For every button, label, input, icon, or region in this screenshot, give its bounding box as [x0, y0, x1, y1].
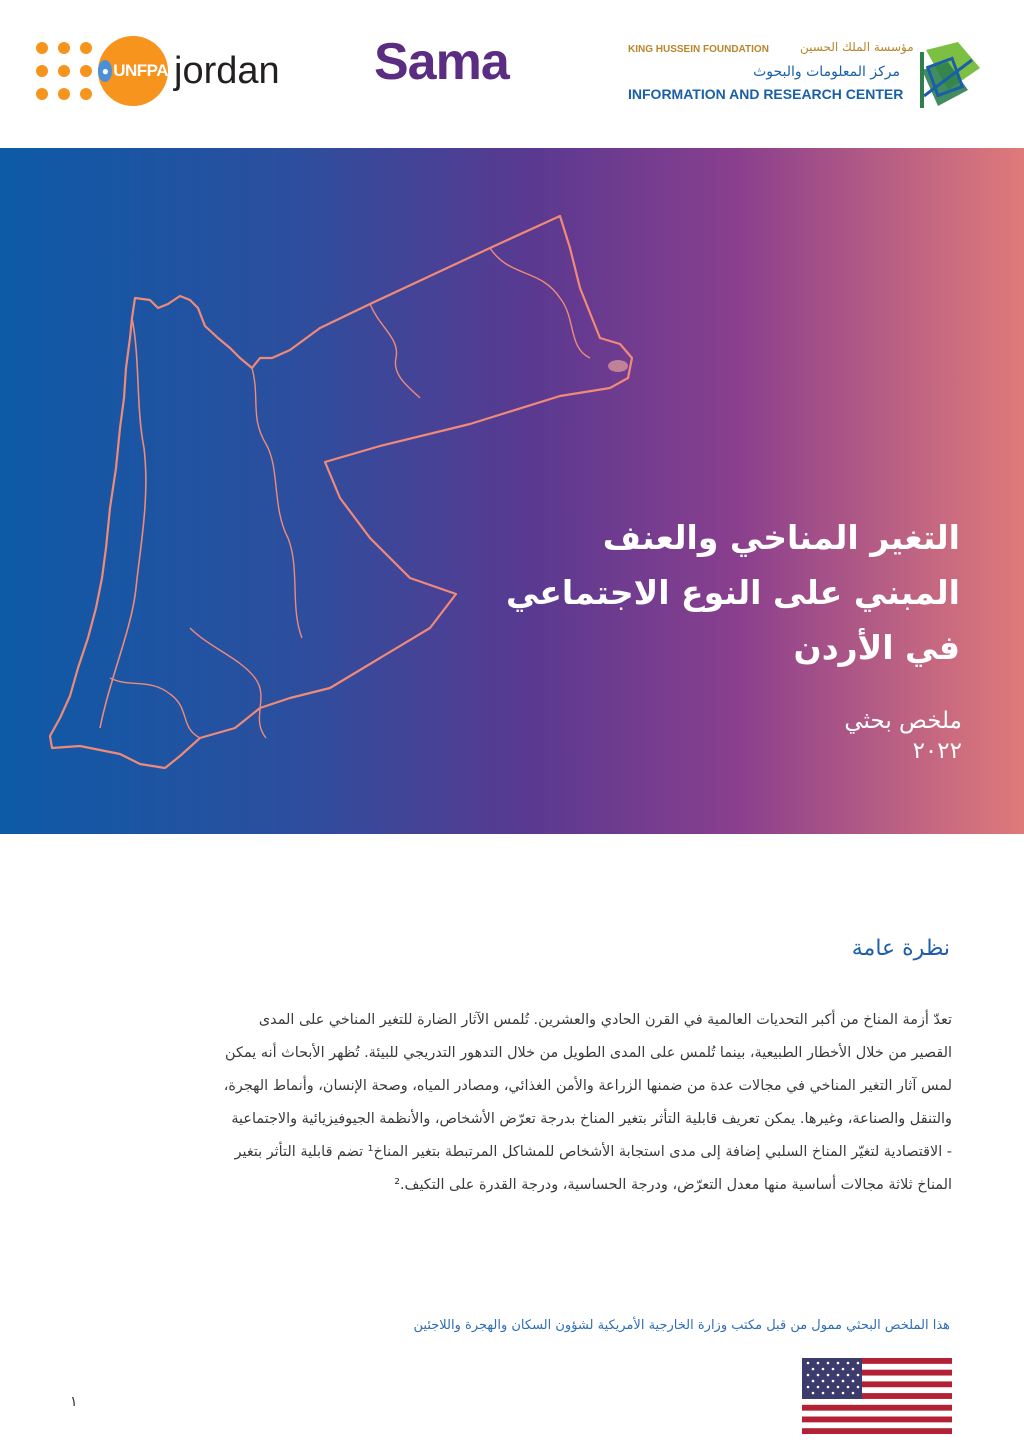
unfpa-jordan-logo — [36, 36, 280, 106]
paragraph-line: تعدّ أزمة المناخ من أكبر التحديات العالمية في القرن الحادي والعشرين. تُلمس الآثار الضارة للتغير المناخي على المدى — [258, 1012, 952, 1028]
paragraph-line: المناخ ثلاثة مجالات أساسية منها معدل التعرّض، ودرجة الحساسية، ودرجة القدرة على التكيف.² — [394, 1177, 952, 1193]
page-number: ١ — [70, 1394, 78, 1410]
page-header — [0, 0, 1024, 148]
report-year: ٢٠٢٢ — [912, 738, 962, 764]
khf-foundation-en: KING HUSSEIN FOUNDATION — [628, 44, 769, 55]
irc-name-ar: مركز المعلومات والبحوث — [753, 64, 900, 80]
sama-logo: Sama — [374, 33, 509, 91]
us-flag-icon — [802, 1358, 952, 1434]
title-line-1: التغير المناخي والعنف — [602, 518, 960, 557]
unfpa-dots-icon — [36, 42, 92, 100]
overview-heading: نظرة عامة — [851, 936, 950, 961]
title-line-2: المبني على النوع الاجتماعي — [505, 573, 960, 612]
khf-foundation-ar: مؤسسة الملك الحسين — [800, 40, 914, 54]
paragraph-line: - الاقتصادية لتغيّر المناخ السلبي إضافة إلى مدى استجابة الأشخاص للمشاكل المرتبطة بتغير المناخ¹ تضم قابلية التأثر بتغير — [234, 1144, 952, 1160]
khf-irc-logo — [628, 40, 988, 112]
irc-name-en: INFORMATION AND RESEARCH CENTER — [628, 86, 904, 102]
overview-paragraph — [72, 1004, 952, 1202]
irc-emblem-icon — [918, 40, 982, 112]
title-line-3: في الأردن — [793, 628, 960, 667]
paragraph-line: القصير من خلال الأخطار الطبيعية، بينما تُلمس على المدى الطويل من خلال التدهور التدريجي للبيئة. تُظهر الأبحاث أنه يمكن — [225, 1045, 952, 1061]
unfpa-circle-logo — [98, 36, 168, 106]
un-globe-icon: ● — [98, 60, 112, 82]
report-subtitle — [844, 706, 962, 766]
subtitle-text: ملخص بحثي — [844, 708, 962, 734]
cover-banner — [0, 148, 1024, 834]
paragraph-line: لمس آثار التغير المناخي في مجالات عدة من ضمنها الزراعة والأمن الغذائي، ومصادر المياه، وصحة الإنسان، وأنماط الهجرة، — [223, 1078, 952, 1094]
paragraph-line: والتنقل والصناعة، وغيرها. يمكن تعريف قابلية التأثر بتغير المناخ بدرجة تعرّض الأشخاص، والأنظمة الجيوفيزيائية والاجتماعية — [231, 1111, 952, 1127]
jordan-map-outline — [40, 208, 640, 788]
report-title — [400, 510, 960, 675]
unfpa-country-text: jordan — [174, 49, 280, 92]
funding-note: هذا الملخص البحثي ممول من قبل مكتب وزارة الخارجية الأمريكية لشؤون السكان والهجرة واللاجئين — [413, 1318, 950, 1333]
unfpa-logo-text: UNFPA — [113, 61, 168, 80]
